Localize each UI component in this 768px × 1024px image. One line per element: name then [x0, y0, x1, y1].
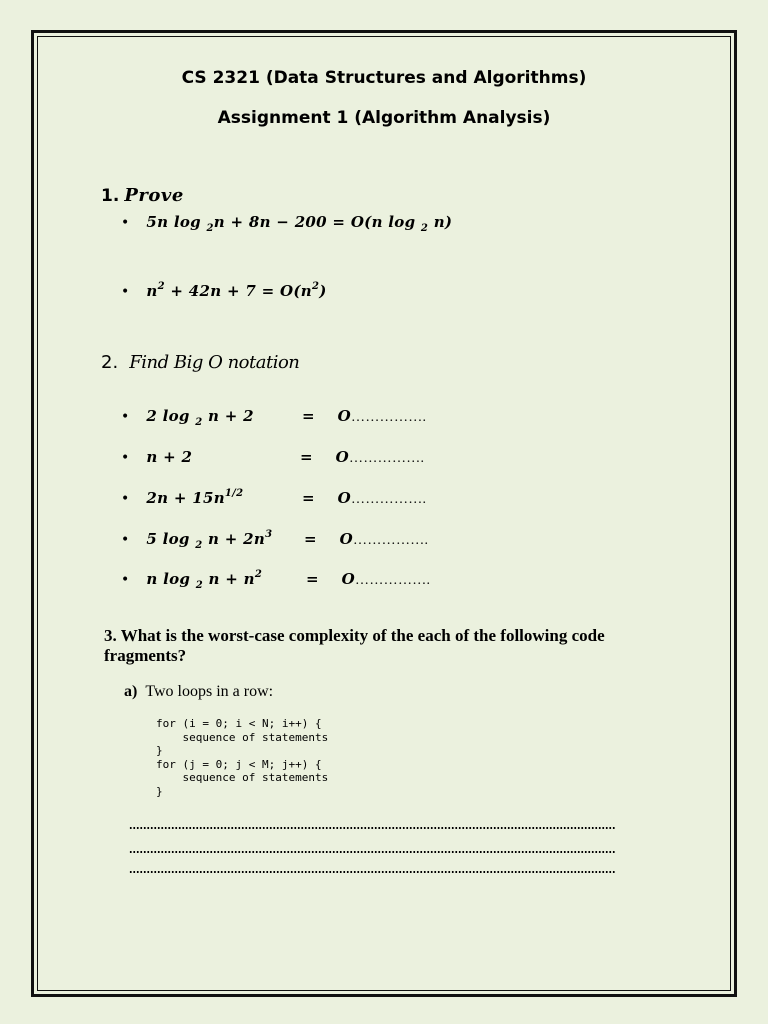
- equals-sign: =: [306, 570, 319, 588]
- big-o-symbol: O: [339, 530, 354, 548]
- code-fragment: for (i = 0; i < N; i++) { sequence of statements } for (j = 0; j < M; j++) { sequence of statements }: [156, 717, 329, 798]
- equals-sign: =: [300, 448, 313, 466]
- answer-blank: …………….: [351, 492, 427, 507]
- equals-sign: =: [302, 489, 315, 507]
- bullet: •: [121, 572, 130, 588]
- q2-item-1-expression: 2 log $_2$ n + 2: [146, 407, 254, 428]
- bullet: •: [121, 450, 130, 466]
- q2-item-1-answer: [302, 406, 426, 426]
- q2-item-3-answer: [302, 488, 426, 508]
- q2-item-4: [121, 529, 273, 551]
- question-1-number: 1.: [101, 186, 120, 206]
- answer-line[interactable]: [129, 827, 616, 829]
- big-o-symbol: O: [337, 489, 352, 507]
- q2-item-4-expression: 5 log $_2$ $n + 2n^3$: [146, 529, 273, 551]
- equals-sign: =: [302, 407, 315, 425]
- question-2-heading: [101, 352, 299, 373]
- assignment-title: Assignment 1 (Algorithm Analysis): [217, 108, 551, 128]
- bullet: •: [121, 532, 130, 548]
- q2-item-3: [121, 488, 243, 507]
- q2-item-1: [121, 406, 254, 428]
- answer-blank: …………….: [355, 573, 431, 588]
- q1-item-1: [121, 212, 453, 234]
- question-2-title: Find Big O notation: [129, 352, 300, 373]
- q2-item-3-expression: $2n + 15n^{1/2}$: [146, 488, 244, 507]
- q2-item-2: [121, 447, 192, 466]
- question-2-number: 2.: [101, 352, 119, 373]
- course-title: CS 2321 (Data Structures and Algorithms): [181, 68, 587, 88]
- q3-part-a-label: a: [124, 683, 132, 700]
- q2-item-2-expression: n + 2: [146, 448, 193, 466]
- bullet: •: [121, 491, 130, 507]
- page-border-inner: [37, 36, 731, 991]
- q1-item-2-expression: $n^2 + 42n + 7 = O(n^2)$: [146, 281, 327, 300]
- bullet: •: [121, 215, 130, 231]
- answer-blank: …………….: [351, 410, 427, 425]
- bullet: •: [121, 284, 130, 300]
- answer-line[interactable]: [129, 851, 616, 853]
- q3-part-a-text: Two loops in a row:: [145, 683, 274, 700]
- question-3-text: 3. What is the worst-case complexity of the each of the following code fragments?: [104, 626, 605, 665]
- q2-item-5-expression: n log $_2$ $n + n^2$: [146, 569, 263, 591]
- answer-line[interactable]: [129, 871, 616, 873]
- answer-blank: …………….: [353, 533, 429, 548]
- q2-item-4-answer: [304, 529, 428, 549]
- bullet: •: [121, 409, 130, 425]
- question-1-heading: [101, 185, 184, 206]
- big-o-symbol: O: [341, 570, 356, 588]
- q3-part-a: a) Two loops in a row:: [124, 683, 274, 700]
- q1-item-2: [121, 281, 327, 300]
- q2-item-5-answer: [306, 569, 430, 589]
- q2-item-2-answer: [300, 447, 424, 467]
- big-o-symbol: O: [335, 448, 350, 466]
- q2-item-5: [121, 569, 263, 591]
- big-o-symbol: O: [337, 407, 352, 425]
- question-1-title: Prove: [124, 185, 184, 206]
- answer-blank: …………….: [349, 451, 425, 466]
- equals-sign: =: [304, 530, 317, 548]
- q1-item-1-expression: 5n log $_2$n + 8n − 200 = O(n log $_2$ n): [146, 213, 453, 234]
